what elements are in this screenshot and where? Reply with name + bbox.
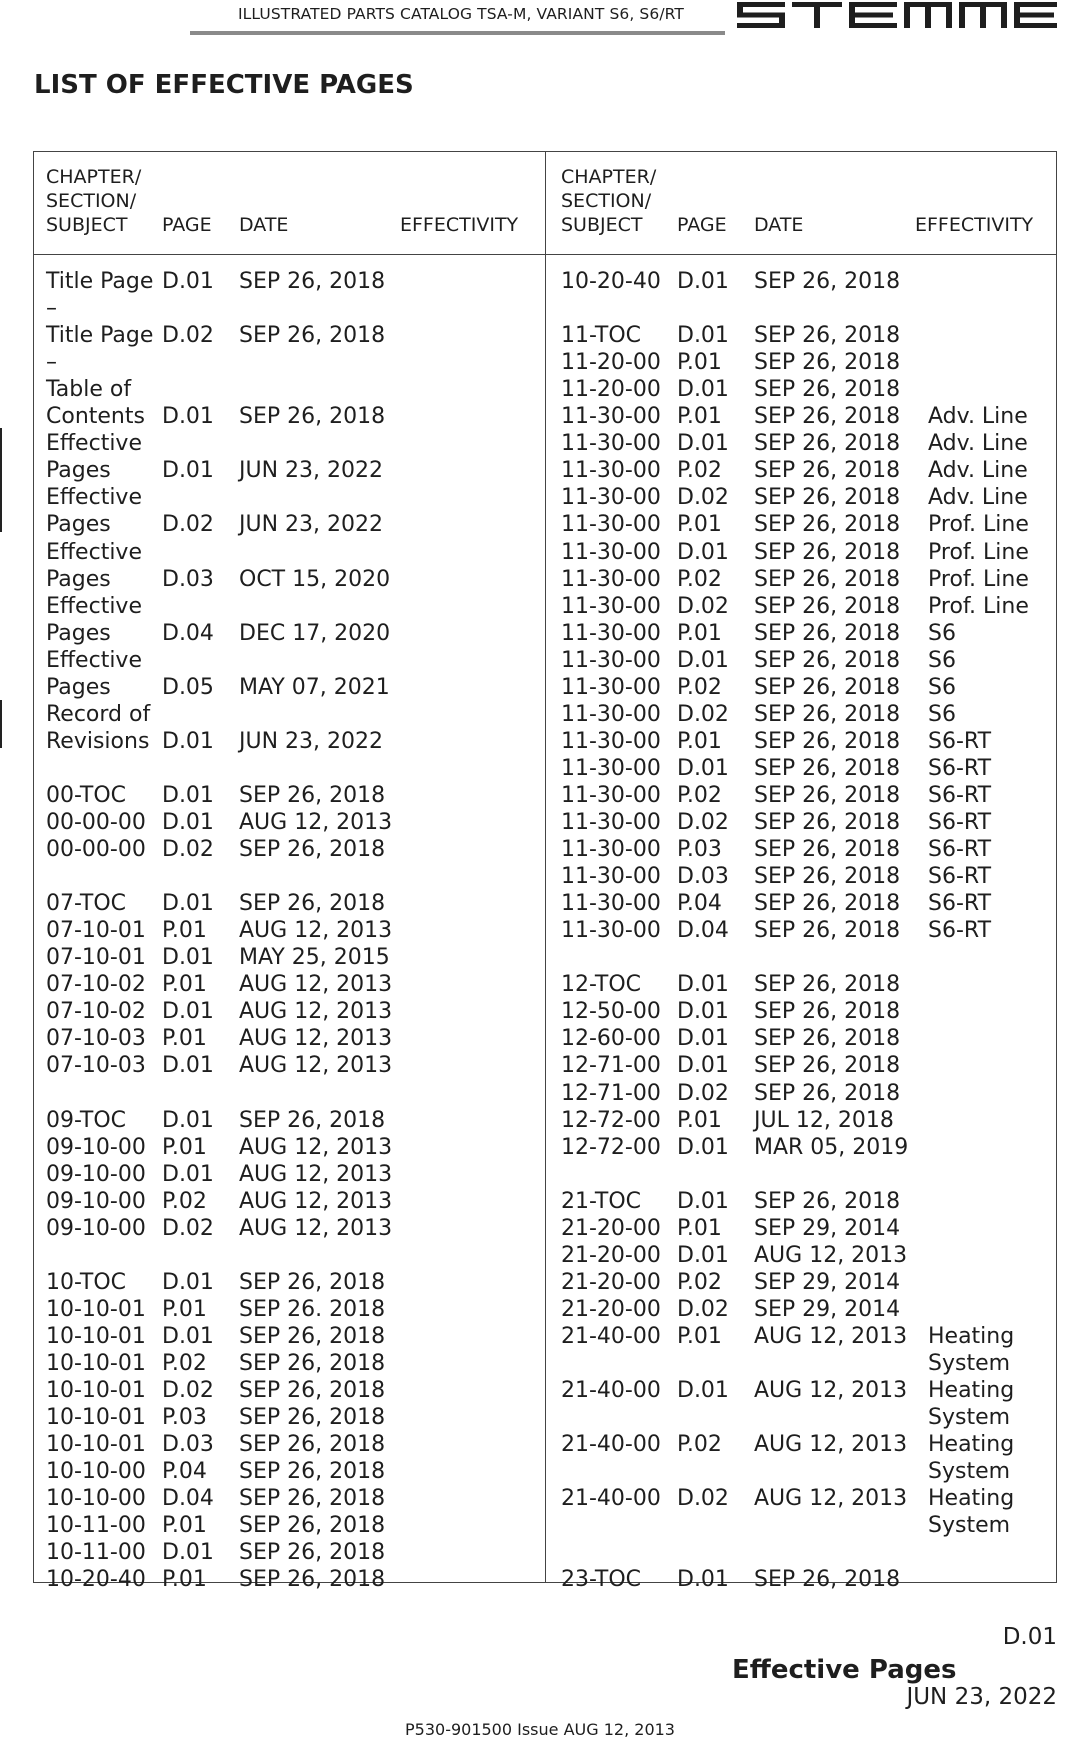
cell-subject: 09-TOC	[46, 1107, 127, 1133]
cell-date: MAY 07, 2021	[239, 674, 390, 700]
cell-page: D.02	[677, 701, 729, 727]
cell-subject: 07-10-03	[46, 1026, 146, 1052]
cell-subject: 10-20-40	[46, 1567, 146, 1593]
cell-effectivity: System	[928, 1405, 1011, 1431]
cell-page: D.01	[677, 269, 729, 294]
cell-date: SEP 26, 2018	[754, 999, 901, 1025]
cell-subject: –	[46, 296, 57, 322]
cell-date: SEP 26, 2018	[754, 620, 901, 646]
document-title: ILLUSTRATED PARTS CATALOG TSA-M, VARIANT S6, S6/RT	[238, 5, 684, 23]
cell-date: SEP 26, 2018	[754, 891, 901, 917]
cell-page: P.02	[677, 1269, 722, 1295]
cell-subject: 11-30-00	[561, 539, 661, 565]
cell-page: D.02	[677, 810, 729, 835]
cell-effectivity: Prof. Line	[928, 593, 1029, 619]
cell-subject: 21-40-00	[561, 1378, 661, 1404]
cell-page: P.01	[677, 350, 722, 376]
cell-date: MAY 25, 2015	[239, 945, 390, 971]
cell-subject: Effective	[46, 485, 142, 511]
cell-date: SEP 26, 2018	[239, 1567, 386, 1593]
cell-page: P.02	[677, 458, 722, 484]
cell-subject: 11-30-00	[561, 891, 661, 917]
page-code: D.01	[1002, 1624, 1057, 1650]
cell-page: D.03	[162, 1432, 214, 1458]
header-rule	[190, 31, 725, 35]
cell-date: AUG 12, 2013	[239, 1161, 393, 1187]
cell-subject: 10-10-00	[46, 1459, 146, 1485]
cell-subject: 10-10-01	[46, 1378, 146, 1404]
cell-page: P.02	[677, 1432, 722, 1458]
cell-date: MAR 05, 2019	[754, 1134, 909, 1160]
cell-date: SEP 26, 2018	[754, 350, 901, 376]
cell-date: SEP 26, 2018	[239, 1540, 386, 1566]
cell-subject: 11-30-00	[561, 864, 661, 890]
cell-subject: Title Page	[46, 323, 154, 349]
cell-subject: 07-10-02	[46, 999, 146, 1025]
cell-date: AUG 12, 2013	[239, 1053, 393, 1079]
cell-subject: 12-71-00	[561, 1080, 661, 1106]
cell-page: D.01	[677, 1188, 729, 1214]
cell-page: D.05	[162, 674, 214, 700]
cell-date: SEP 26, 2018	[239, 837, 386, 863]
cell-subject: 11-20-00	[561, 377, 661, 403]
cell-date: SEP 26, 2018	[239, 1405, 386, 1431]
cell-subject: 21-20-00	[561, 1215, 661, 1241]
cell-page: P.01	[162, 1567, 207, 1593]
cell-date: SEP 26, 2018	[754, 539, 901, 565]
cell-date: SEP 29, 2014	[754, 1296, 901, 1322]
cell-subject: 11-20-00	[561, 350, 661, 376]
cell-effectivity: Prof. Line	[928, 539, 1029, 565]
cell-subject: 10-10-01	[46, 1405, 146, 1431]
cell-effectivity: Adv. Line	[928, 431, 1028, 457]
cell-date: SEP 26, 2018	[754, 566, 901, 592]
cell-page: P.01	[677, 1107, 722, 1133]
cell-date: SEP 26, 2018	[239, 1432, 386, 1458]
header-chapter: CHAPTER/	[46, 166, 142, 188]
cell-subject: Effective	[46, 431, 142, 457]
cell-page: D.01	[677, 539, 729, 565]
cell-date: AUG 12, 2013	[754, 1486, 908, 1512]
header-page: PAGE	[162, 214, 212, 236]
cell-effectivity: S6	[928, 620, 956, 646]
cell-page: P.02	[162, 1188, 207, 1214]
cell-page: P.02	[677, 782, 722, 808]
cell-subject: 11-30-00	[561, 782, 661, 808]
cell-subject: 11-30-00	[561, 458, 661, 484]
cell-page: D.01	[677, 1378, 729, 1404]
cell-subject: 07-10-01	[46, 945, 146, 971]
cell-subject: 21-20-00	[561, 1296, 661, 1322]
column-divider	[545, 151, 546, 1583]
cell-subject: 21-20-00	[561, 1269, 661, 1295]
cell-date: AUG 12, 2013	[239, 1188, 393, 1214]
cell-date: SEP 26, 2018	[754, 918, 901, 944]
cell-date: SEP 26, 2018	[754, 647, 901, 673]
cell-subject: 11-30-00	[561, 593, 661, 619]
cell-page: D.01	[677, 377, 729, 403]
header-effectivity: EFFECTIVITY	[915, 214, 1034, 236]
cell-date: SEP 26, 2018	[754, 1026, 901, 1052]
cell-subject: 11-30-00	[561, 431, 661, 457]
cell-page: P.01	[162, 972, 207, 998]
cell-page: P.01	[162, 1513, 207, 1539]
cell-page: P.04	[677, 891, 722, 917]
cell-page: D.04	[162, 620, 214, 646]
header-section: SECTION/	[46, 190, 137, 212]
cell-page: D.01	[162, 728, 214, 754]
cell-subject: 10-10-01	[46, 1351, 146, 1376]
cell-date: SEP 26, 2018	[754, 512, 901, 538]
cell-date: SEP 26, 2018	[239, 1513, 386, 1539]
cell-page: P.02	[162, 1351, 207, 1376]
cell-page: D.01	[677, 972, 729, 998]
cell-subject: 21-40-00	[561, 1323, 661, 1349]
cell-effectivity: S6-RT	[928, 728, 992, 754]
cell-effectivity: Heating	[928, 1432, 1015, 1458]
cell-page: P.01	[677, 512, 722, 538]
cell-page: D.02	[162, 512, 214, 538]
cell-page: P.03	[677, 837, 722, 863]
cell-subject: 11-30-00	[561, 566, 661, 592]
cell-page: D.01	[162, 1269, 214, 1295]
cell-effectivity: Prof. Line	[928, 566, 1029, 592]
cell-subject: 00-TOC	[46, 782, 127, 808]
cell-subject: 10-10-01	[46, 1323, 146, 1349]
cell-date: SEP 26, 2018	[239, 1486, 386, 1512]
header-date: DATE	[239, 214, 289, 236]
cell-date: SEP 26, 2018	[239, 1378, 386, 1404]
cell-page: D.01	[677, 755, 729, 781]
cell-page: D.01	[162, 1540, 214, 1566]
revision-date: JUN 23, 2022	[906, 1684, 1057, 1710]
cell-page: P.02	[677, 566, 722, 592]
cell-date: SEP 26, 2018	[754, 755, 901, 781]
cell-subject: Revisions	[46, 728, 150, 754]
cell-date: SEP 26, 2018	[754, 701, 901, 727]
cell-subject: –	[46, 350, 57, 376]
cell-effectivity: S6	[928, 701, 956, 727]
cell-date: AUG 12, 2013	[754, 1378, 908, 1404]
cell-subject: 10-10-01	[46, 1432, 146, 1458]
cell-subject: 11-30-00	[561, 404, 661, 430]
cell-subject: 09-10-00	[46, 1215, 146, 1241]
cell-subject: 12-71-00	[561, 1053, 661, 1079]
cell-subject: Table of	[46, 377, 132, 403]
cell-subject: 07-10-01	[46, 918, 146, 944]
cell-date: AUG 12, 2013	[754, 1432, 908, 1458]
cell-effectivity: S6-RT	[928, 864, 992, 890]
cell-page: D.01	[677, 1567, 729, 1593]
stemme-logo	[737, 2, 1057, 28]
cell-effectivity: System	[928, 1513, 1011, 1539]
cell-subject: 23-TOC	[561, 1567, 642, 1593]
cell-subject: 21-20-00	[561, 1242, 661, 1268]
cell-page: D.01	[162, 999, 214, 1025]
cell-page: D.01	[162, 782, 214, 808]
cell-page: P.01	[677, 1323, 722, 1349]
cell-subject: Record of	[46, 701, 151, 727]
cell-effectivity: Adv. Line	[928, 458, 1028, 484]
cell-subject: Pages	[46, 620, 111, 646]
cell-page: D.01	[162, 810, 214, 835]
header-page: PAGE	[677, 214, 727, 236]
cell-page: D.03	[162, 566, 214, 592]
cell-subject: 09-10-00	[46, 1134, 146, 1160]
cell-subject: 10-10-01	[46, 1296, 146, 1322]
cell-date: SEP 26, 2018	[754, 864, 901, 890]
cell-page: D.02	[677, 485, 729, 511]
header-subject: SUBJECT	[46, 214, 128, 236]
cell-subject: 07-10-03	[46, 1053, 146, 1079]
cell-date: SEP 26, 2018	[239, 782, 386, 808]
cell-subject: 09-10-00	[46, 1188, 146, 1214]
cell-date: JUN 23, 2022	[239, 512, 384, 538]
cell-page: D.01	[162, 1323, 214, 1349]
cell-date: JUN 23, 2022	[239, 458, 384, 484]
cell-date: SEP 26, 2018	[754, 485, 901, 511]
cell-date: AUG 12, 2013	[239, 918, 393, 944]
cell-effectivity: System	[928, 1459, 1011, 1485]
cell-effectivity: S6	[928, 674, 956, 700]
cell-date: AUG 12, 2013	[754, 1242, 908, 1268]
cell-subject: 21-TOC	[561, 1188, 642, 1214]
header-chapter: CHAPTER/	[561, 166, 657, 188]
cell-subject: Pages	[46, 458, 111, 484]
cell-subject: 11-30-00	[561, 674, 661, 700]
header-section: SECTION/	[561, 190, 652, 212]
cell-page: D.01	[162, 1161, 214, 1187]
cell-subject: Contents	[46, 404, 145, 430]
cell-page: D.01	[677, 999, 729, 1025]
cell-subject: 00-00-00	[46, 810, 146, 835]
cell-subject: Effective	[46, 647, 142, 673]
cell-effectivity: System	[928, 1351, 1011, 1376]
cell-date: JUL 12, 2018	[754, 1107, 894, 1133]
cell-page: P.01	[677, 1215, 722, 1241]
cell-page: D.03	[677, 864, 729, 890]
issue-line: P530-901500 Issue AUG 12, 2013	[405, 1720, 675, 1739]
cell-subject: 12-50-00	[561, 999, 661, 1025]
cell-date: DEC 17, 2020	[239, 620, 391, 646]
cell-subject: 11-30-00	[561, 810, 661, 835]
header-rule-line	[33, 254, 1057, 255]
cell-page: D.02	[677, 1296, 729, 1322]
cell-date: SEP 26, 2018	[239, 1107, 386, 1133]
cell-subject: Pages	[46, 512, 111, 538]
cell-subject: Effective	[46, 593, 142, 619]
cell-page: D.01	[677, 1026, 729, 1052]
cell-date: SEP 26, 2018	[754, 674, 901, 700]
cell-date: SEP 26, 2018	[754, 1080, 901, 1106]
cell-date: SEP 26, 2018	[754, 377, 901, 403]
cell-date: SEP 26, 2018	[754, 1188, 901, 1214]
cell-page: D.01	[162, 458, 214, 484]
cell-effectivity: S6-RT	[928, 755, 992, 781]
cell-subject: 12-72-00	[561, 1134, 661, 1160]
cell-date: SEP 26, 2018	[754, 1567, 901, 1593]
cell-subject: 10-11-00	[46, 1540, 146, 1566]
cell-date: JUN 23, 2022	[239, 728, 384, 754]
cell-date: SEP 26, 2018	[754, 269, 901, 294]
cell-subject: 10-TOC	[46, 1269, 127, 1295]
cell-effectivity: Adv. Line	[928, 404, 1028, 430]
cell-date: SEP 26, 2018	[239, 891, 386, 917]
cell-subject: 12-60-00	[561, 1026, 661, 1052]
cell-effectivity: Prof. Line	[928, 512, 1029, 538]
cell-date: SEP 26. 2018	[239, 1296, 386, 1322]
cell-page: D.01	[162, 1053, 214, 1079]
cell-page: P.01	[162, 1134, 207, 1160]
cell-date: SEP 26, 2018	[754, 837, 901, 863]
cell-page: D.02	[162, 837, 214, 863]
cell-page: D.01	[677, 1134, 729, 1160]
cell-subject: 07-TOC	[46, 891, 127, 917]
cell-date: SEP 26, 2018	[239, 1269, 386, 1295]
cell-page: P.01	[677, 728, 722, 754]
cell-date: SEP 29, 2014	[754, 1215, 901, 1241]
cell-date: SEP 26, 2018	[754, 593, 901, 619]
cell-subject: 11-30-00	[561, 701, 661, 727]
cell-page: D.01	[162, 891, 214, 917]
cell-subject: 07-10-02	[46, 972, 146, 998]
cell-effectivity: Heating	[928, 1323, 1015, 1349]
cell-subject: Title Page	[46, 269, 154, 294]
cell-page: D.01	[677, 1053, 729, 1079]
page-title: LIST OF EFFECTIVE PAGES	[34, 70, 414, 100]
cell-subject: 11-TOC	[561, 323, 642, 349]
cell-page: D.01	[162, 945, 214, 971]
cell-date: AUG 12, 2013	[239, 999, 393, 1025]
cell-page: D.01	[162, 269, 214, 294]
cell-date: AUG 12, 2013	[239, 810, 393, 835]
cell-page: P.01	[162, 1296, 207, 1322]
cell-subject: 00-00-00	[46, 837, 146, 863]
cell-effectivity: Heating	[928, 1486, 1015, 1512]
header-effectivity: EFFECTIVITY	[400, 214, 519, 236]
cell-subject: 10-10-00	[46, 1486, 146, 1512]
cell-date: SEP 26, 2018	[754, 404, 901, 430]
cell-subject: Pages	[46, 566, 111, 592]
cell-subject: 09-10-00	[46, 1161, 146, 1187]
cell-page: D.02	[162, 1378, 214, 1404]
cell-effectivity: S6-RT	[928, 782, 992, 808]
cell-subject: 11-30-00	[561, 485, 661, 511]
cell-effectivity: S6-RT	[928, 891, 992, 917]
cell-page: D.01	[162, 1107, 214, 1133]
revision-change-bar	[0, 700, 2, 748]
revision-change-bar	[0, 428, 2, 532]
cell-date: SEP 26, 2018	[754, 323, 901, 349]
cell-page: D.01	[162, 404, 214, 430]
header-subject: SUBJECT	[561, 214, 643, 236]
cell-subject: 11-30-00	[561, 512, 661, 538]
cell-date: AUG 12, 2013	[754, 1323, 908, 1349]
cell-subject: 11-30-00	[561, 755, 661, 781]
cell-subject: 10-20-40	[561, 269, 661, 294]
cell-date: AUG 12, 2013	[239, 972, 393, 998]
cell-page: P.01	[162, 1026, 207, 1052]
cell-date: SEP 26, 2018	[754, 458, 901, 484]
cell-effectivity: S6-RT	[928, 810, 992, 835]
cell-subject: 12-72-00	[561, 1107, 661, 1133]
cell-subject: 12-TOC	[561, 972, 642, 998]
cell-subject: 11-30-00	[561, 837, 661, 863]
cell-effectivity: S6	[928, 647, 956, 673]
cell-date: SEP 26, 2018	[754, 431, 901, 457]
cell-page: D.01	[677, 323, 729, 349]
cell-page: D.01	[677, 647, 729, 673]
cell-date: SEP 26, 2018	[754, 728, 901, 754]
header-date: DATE	[754, 214, 804, 236]
cell-date: SEP 26, 2018	[239, 269, 386, 294]
cell-effectivity: Heating	[928, 1378, 1015, 1404]
cell-date: SEP 26, 2018	[754, 782, 901, 808]
cell-date: SEP 26, 2018	[239, 323, 386, 349]
cell-effectivity: S6-RT	[928, 918, 992, 944]
cell-date: SEP 26, 2018	[239, 1323, 386, 1349]
cell-page: P.04	[162, 1459, 207, 1485]
cell-date: AUG 12, 2013	[239, 1026, 393, 1052]
cell-date: AUG 12, 2013	[239, 1134, 393, 1160]
cell-page: P.01	[162, 918, 207, 944]
cell-subject: 11-30-00	[561, 620, 661, 646]
cell-date: OCT 15, 2020	[239, 566, 391, 592]
cell-subject: 11-30-00	[561, 728, 661, 754]
cell-page: D.02	[677, 593, 729, 619]
cell-effectivity: Adv. Line	[928, 485, 1028, 511]
cell-page: P.01	[677, 620, 722, 646]
cell-subject: 11-30-00	[561, 918, 661, 944]
cell-subject: 11-30-00	[561, 647, 661, 673]
cell-date: SEP 26, 2018	[754, 810, 901, 835]
cell-effectivity: S6-RT	[928, 837, 992, 863]
footer-section-title: Effective Pages	[732, 1655, 957, 1685]
cell-date: SEP 29, 2014	[754, 1269, 901, 1295]
cell-subject: Pages	[46, 674, 111, 700]
cell-subject: 21-40-00	[561, 1486, 661, 1512]
cell-date: SEP 26, 2018	[239, 1459, 386, 1485]
cell-date: AUG 12, 2013	[239, 1215, 393, 1241]
cell-date: SEP 26, 2018	[239, 404, 386, 430]
cell-subject: 10-11-00	[46, 1513, 146, 1539]
cell-page: D.02	[677, 1486, 729, 1512]
cell-page: P.03	[162, 1405, 207, 1431]
cell-page: D.04	[677, 918, 729, 944]
cell-page: D.04	[162, 1486, 214, 1512]
cell-page: D.02	[162, 323, 214, 349]
cell-page: D.02	[677, 1080, 729, 1106]
cell-page: P.02	[677, 674, 722, 700]
cell-page: D.01	[677, 1242, 729, 1268]
cell-subject: 21-40-00	[561, 1432, 661, 1458]
cell-date: SEP 26, 2018	[754, 972, 901, 998]
cell-page: D.01	[677, 431, 729, 457]
cell-date: SEP 26, 2018	[239, 1351, 386, 1376]
cell-date: SEP 26, 2018	[754, 1053, 901, 1079]
cell-page: D.02	[162, 1215, 214, 1241]
cell-subject: Effective	[46, 539, 142, 565]
cell-page: P.01	[677, 404, 722, 430]
